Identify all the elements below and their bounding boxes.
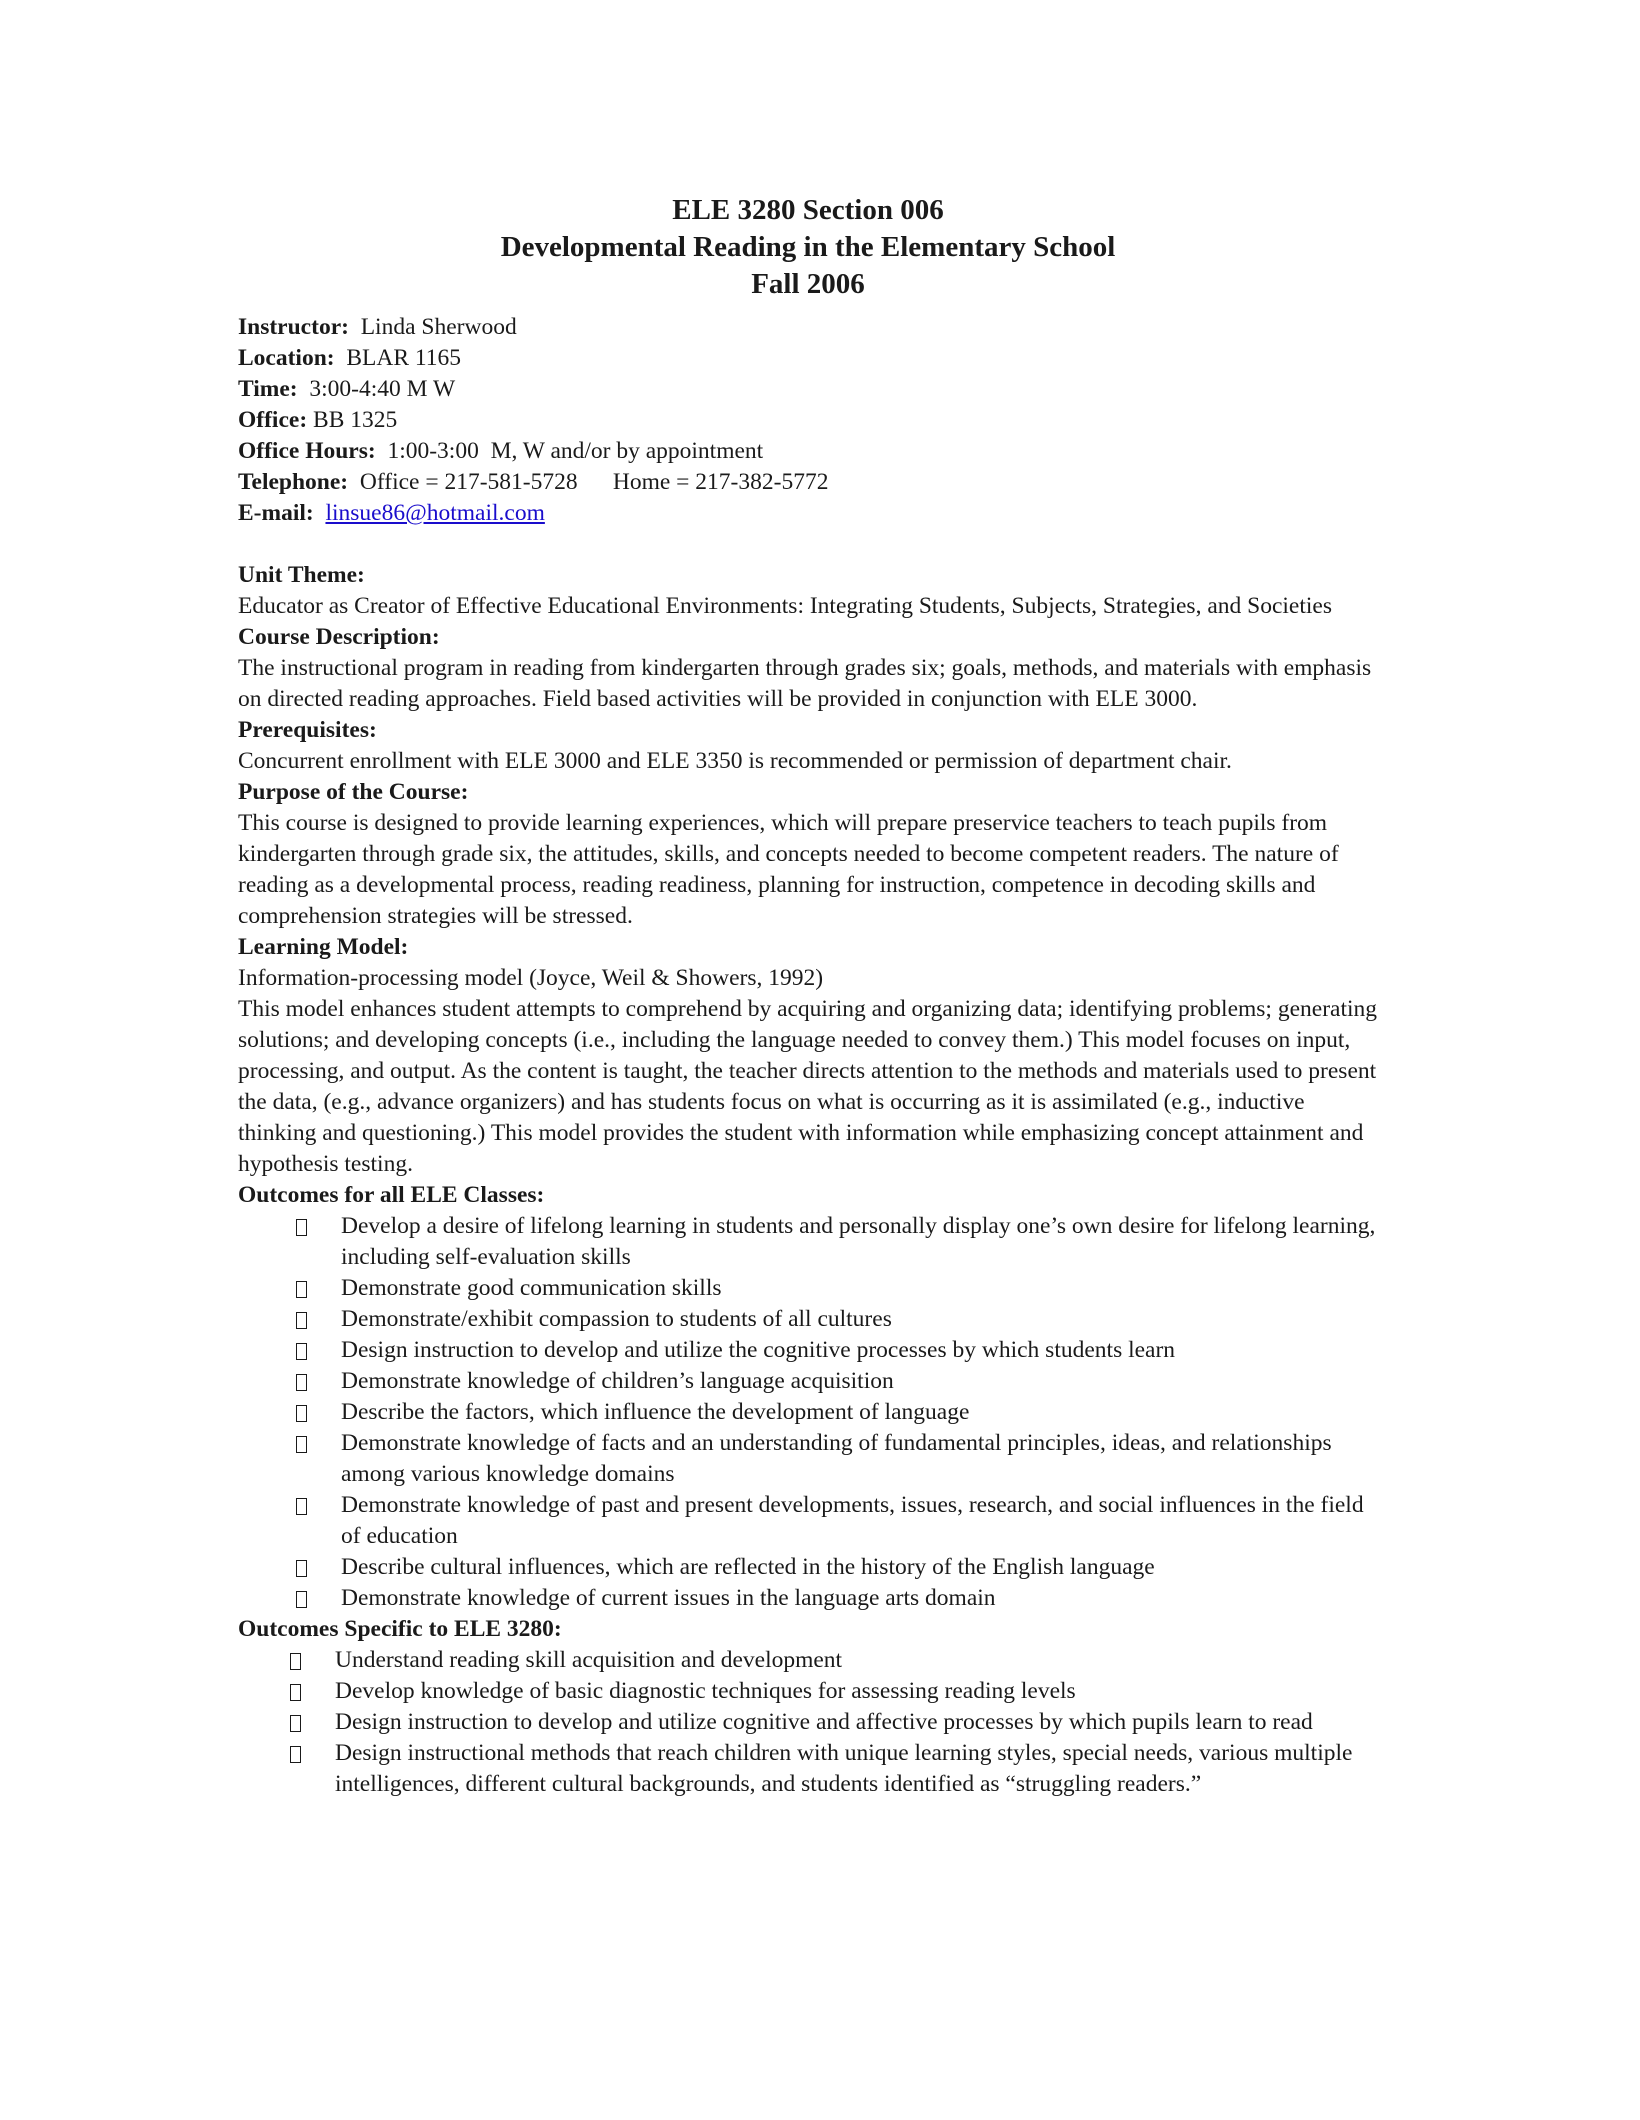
checkbox-bullet-icon [290, 1653, 301, 1670]
checkbox-bullet-icon [296, 1498, 307, 1515]
list-item-text: Demonstrate knowledge of facts and an understanding of fundamental principles, ideas, and relationships among various knowledge domains [341, 1430, 1332, 1487]
checkbox-bullet-icon [296, 1436, 307, 1453]
list-item [238, 1552, 1388, 1583]
purpose-heading: Purpose of the Course: [238, 779, 469, 805]
outcomes-all-heading: Outcomes for all ELE Classes: [238, 1182, 545, 1208]
office-label: Office: [238, 407, 308, 433]
list-item-text: Demonstrate knowledge of children’s language acquisition [341, 1368, 894, 1394]
office-value: BB 1325 [307, 407, 398, 433]
list-item [238, 1366, 1388, 1397]
list-item-text: Demonstrate knowledge of current issues in the language arts domain [341, 1585, 996, 1611]
list-item-text: Understand reading skill acquisition and development [335, 1647, 843, 1673]
list-item [238, 1211, 1388, 1273]
list-item [238, 1428, 1388, 1490]
list-item-text: Demonstrate knowledge of past and present developments, issues, research, and social influences in the field of education [341, 1492, 1364, 1549]
time-line [238, 374, 1388, 405]
instructor-value: Linda Sherwood [348, 314, 517, 340]
course-description-text: The instructional program in reading from kindergarten through grades six; goals, methods, and materials with emphasis on directed reading approaches. Field based activities will be provided in conjunction with ELE 3000. [238, 655, 1372, 712]
list-item-text: Demonstrate good communication skills [341, 1275, 722, 1301]
location-value: BLAR 1165 [334, 345, 462, 371]
prerequisites-text: Concurrent enrollment with ELE 3000 and ELE 3350 is recommended or permission of department chair. [238, 748, 1232, 774]
prerequisites-heading: Prerequisites: [238, 717, 377, 743]
time-value: 3:00-4:40 M W [297, 376, 456, 402]
course-code-title: ELE 3280 Section 006 [672, 194, 944, 226]
course-description-heading: Course Description: [238, 624, 440, 650]
checkbox-bullet-icon [290, 1715, 301, 1732]
checkbox-bullet-icon [296, 1591, 307, 1608]
checkbox-bullet-icon [296, 1343, 307, 1360]
list-item [238, 1645, 1388, 1676]
list-item [238, 1335, 1388, 1366]
course-info [238, 312, 1388, 529]
spacer [238, 529, 1388, 560]
learning-model-citation: Information-processing model (Joyce, Weil & Showers, 1992) [238, 965, 824, 991]
list-item [238, 1707, 1388, 1738]
telephone-value: Office = 217-581-5728 Home = 217-382-5772 [348, 469, 829, 495]
checkbox-bullet-icon [296, 1281, 307, 1298]
checkbox-bullet-icon [290, 1746, 301, 1763]
email-link[interactable]: linsue86@hotmail.com [325, 500, 545, 526]
time-label: Time: [238, 376, 298, 402]
checkbox-bullet-icon [290, 1684, 301, 1701]
office-hours-value: 1:00-3:00 M, W and/or by appointment [375, 438, 764, 464]
email-line [238, 498, 1388, 529]
outcomes-specific-heading: Outcomes Specific to ELE 3280: [238, 1616, 562, 1642]
list-item-text: Demonstrate/exhibit compassion to students of all cultures [341, 1306, 892, 1332]
unit-theme-heading: Unit Theme: [238, 562, 365, 588]
checkbox-bullet-icon [296, 1405, 307, 1422]
learning-model-heading: Learning Model: [238, 934, 409, 960]
list-item [238, 1490, 1388, 1552]
telephone-label: Telephone: [238, 469, 349, 495]
email-label: E-mail: [238, 500, 314, 526]
checkbox-bullet-icon [296, 1312, 307, 1329]
list-item [238, 1583, 1388, 1614]
outcomes-specific-list [238, 1645, 1388, 1800]
list-item [238, 1273, 1388, 1304]
list-item-text: Develop a desire of lifelong learning in students and personally display one’s own desire for lifelong learning, including self-evaluation skills [341, 1213, 1376, 1270]
list-item [238, 1738, 1388, 1800]
office-hours-label: Office Hours: [238, 438, 376, 464]
checkbox-bullet-icon [296, 1560, 307, 1577]
location-line [238, 343, 1388, 374]
list-item-text: Design instruction to develop and utilize cognitive and affective processes by which pupils learn to read [335, 1709, 1313, 1735]
telephone-line [238, 467, 1388, 498]
location-label: Location: [238, 345, 335, 371]
instructor-label: Instructor: [238, 314, 349, 340]
list-item-text: Describe the factors, which influence the development of language [341, 1399, 970, 1425]
list-item-text: Design instruction to develop and utilize the cognitive processes by which students learn [341, 1337, 1176, 1363]
syllabus-content [238, 192, 1388, 1800]
list-item [238, 1676, 1388, 1707]
list-item-text: Describe cultural influences, which are reflected in the history of the English language [341, 1554, 1155, 1580]
list-item-text: Design instructional methods that reach children with unique learning styles, special needs, various multiple intelligences, different cultural backgrounds, and students identified as “struggling readers.” [335, 1740, 1353, 1797]
term-title: Fall 2006 [751, 268, 865, 300]
checkbox-bullet-icon [296, 1219, 307, 1236]
unit-theme-text: Educator as Creator of Effective Educational Environments: Integrating Students, Subjects, Strategies, and Societies [238, 593, 1332, 619]
office-hours-line [238, 436, 1388, 467]
course-name-title: Developmental Reading in the Elementary School [500, 231, 1116, 263]
list-item [238, 1304, 1388, 1335]
office-line [238, 405, 1388, 436]
list-item-text: Develop knowledge of basic diagnostic techniques for assessing reading levels [335, 1678, 1076, 1704]
instructor-line [238, 312, 1388, 343]
purpose-text: This course is designed to provide learning experiences, which will prepare preservice teachers to teach pupils from kindergarten through grade six, the attitudes, skills, and concepts needed to become competent readers. The nature of reading as a developmental process, reading readiness, planning for instruction, competence in decoding skills and comprehension strategies will be stressed. [238, 810, 1339, 929]
learning-model-text: This model enhances student attempts to comprehend by acquiring and organizing data; identifying problems; generating solutions; and developing concepts (i.e., including the language needed to convey them.) This model focuses on input, processing, and output. As the content is taught, the teacher directs attention to the methods and materials used to present the data, (e.g., advance organizers) and has students focus on what is occurring as it is assimilated (e.g., inductive thinking and questioning.) This model provides the student with information while emphasizing concept attainment and hypothesis testing. [238, 996, 1378, 1177]
checkbox-bullet-icon [296, 1374, 307, 1391]
list-item [238, 1397, 1388, 1428]
outcomes-all-list [238, 1211, 1388, 1614]
